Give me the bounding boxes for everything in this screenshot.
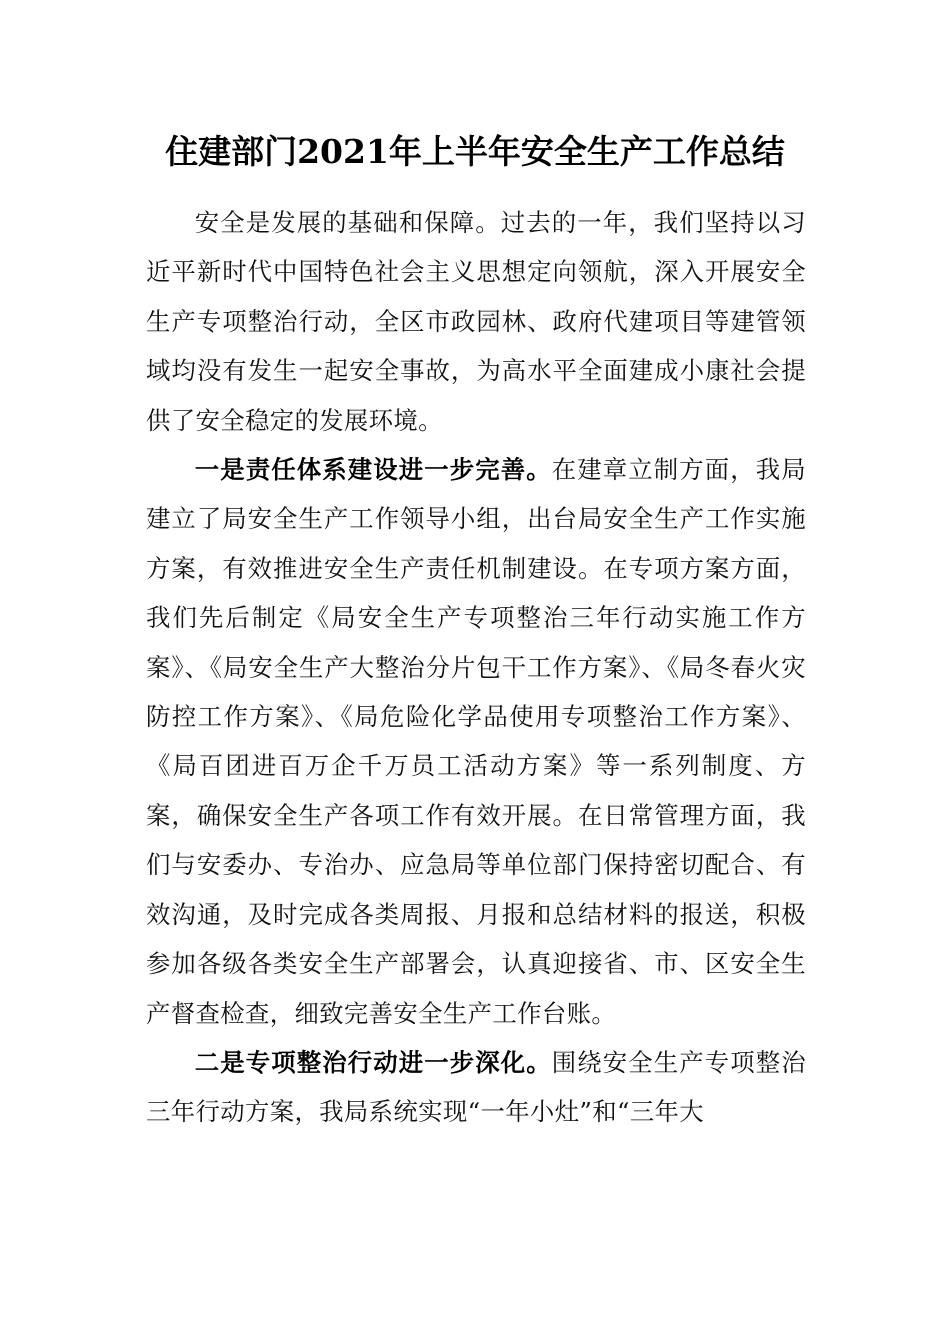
paragraph-special-rectification — [146, 1038, 806, 1137]
paragraph-responsibility-system — [146, 445, 806, 1038]
document-body — [146, 198, 806, 1137]
paragraph-lead: 二是专项整治行动进一步深化。 — [194, 1047, 552, 1077]
paragraph-text: 安全是发展的基础和保障。过去的一年，我们坚持以习近平新时代中国特色社会主义思想定向领航，深入开展安全生产专项整治行动，全区市政园林、政府代建项目等建管领域均没有发生一起安全事故，为高水平全面建成小康社会提供了安全稳定的发展环境。 — [146, 208, 806, 435]
document-title: 住建部门2021年上半年安全生产工作总结 — [165, 132, 785, 171]
paragraph-text: 在建章立制方面，我局建立了局安全生产工作领导小组，出台局安全生产工作实施方案，有效推进安全生产责任机制建设。在专项方案方面，我们先后制定《局安全生产专项整治三年行动实施工作方案》、《局安全生产大整治分片包干工作方案》、《局冬春火灾防控工作方案》、《局危险化学品使用专项整治工作方案》、《局百团进百万企千万员工活动方案》等一系列制度、方案，确保安全生产各项工作有效开展。在日常管理方面，我们与安委办、专治办、应急局等单位部门保持密切配合、有效沟通，及时完成各类周报、月报和总结材料的报送，积极参加各级各类安全生产部署会，认真迎接省、市、区安全生产督查检查，细致完善安全生产工作台账。 — [146, 455, 806, 1028]
paragraph-lead: 一是责任体系建设进一步完善。 — [194, 455, 552, 485]
paragraph-text: 围绕安全生产专项整治三年行动方案，我局系统实现“一年小灶”和“三年大 — [146, 1047, 806, 1127]
paragraph-intro — [146, 198, 806, 445]
